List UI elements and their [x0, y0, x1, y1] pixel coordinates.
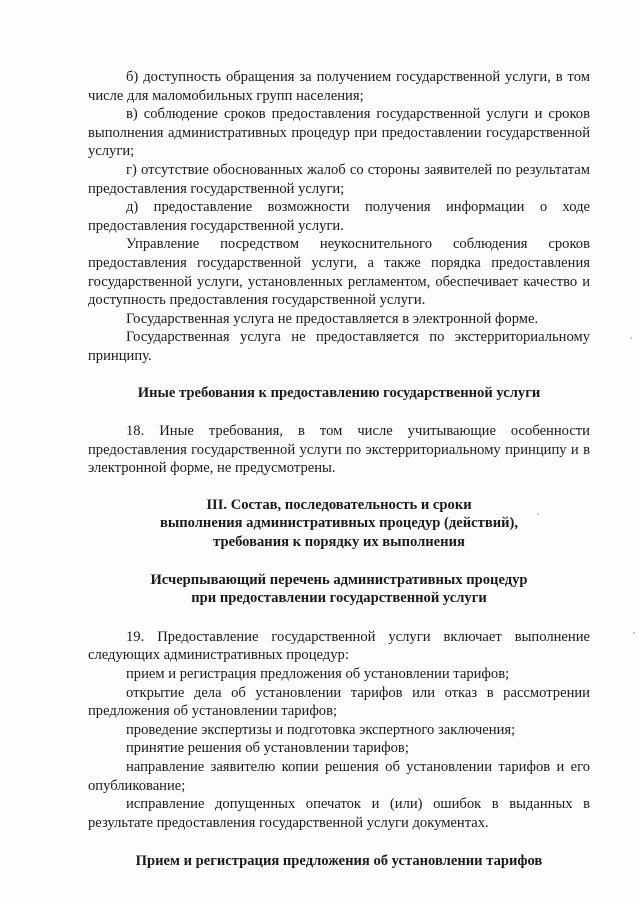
- paragraph-b: б) доступность обращения за получением государственной услуги, в том числе для маломобильных групп населения;: [88, 69, 590, 104]
- heading-section-3: [88, 496, 590, 552]
- paragraph-v: в) соблюдение сроков предоставления государственной услуги и сроков выполнения административных процедур при предоставлении государственной услуги;: [88, 106, 590, 160]
- document-body: [88, 68, 590, 871]
- heading-procedures-list: [88, 571, 590, 608]
- heading-section-3-line-3: требования к порядку их выполнения: [213, 534, 465, 551]
- paragraph-no-extraterritorial: Государственная услуга не предоставляется по экстерриториальному принципу.: [88, 329, 590, 364]
- paragraph-18: 18. Иные требования, в том числе учитывающие особенности предоставления государственной услуги по экстерриториальному принципу и в электронной форме, не предусмотрены.: [88, 423, 590, 477]
- paragraph-no-electronic: Государственная услуга не предоставляется в электронной форме.: [126, 310, 539, 327]
- procedure-item: направление заявителю копии решения об установлении тарифов и его опубликование;: [88, 759, 590, 794]
- heading-section-3-line-1: III. Состав, последовательность и сроки: [206, 496, 472, 513]
- paragraph-management: Управление посредством неукоснительного соблюдения сроков предоставления государственной услуги, а также порядка предоставления государственной услуги, установленных регламентом, обеспечивает качество и доступность предоставления государственной услуги.: [88, 236, 590, 309]
- heading-procedures-list-line-2: при предоставлении государственной услуги: [191, 590, 487, 607]
- paragraph-g: г) отсутствие обоснованных жалоб со стороны заявителей по результатам предоставления государственной услуги;: [88, 161, 590, 197]
- paragraph-19: 19. Предоставление государственной услуги включает выполнение следующих административных процедур:: [88, 628, 590, 664]
- heading-procedures-list-line-1: Исчерпывающий перечень административных процедур: [150, 571, 528, 588]
- paragraph-d: д) предоставление возможности получения информации о ходе предоставления государственной услуги.: [88, 199, 590, 234]
- heading-reception-registration: Прием и регистрация предложения об установлении тарифов: [135, 853, 543, 870]
- heading-section-3-line-2: выполнения административных процедур (действий),: [159, 515, 519, 532]
- heading-other-requirements: Иные требования к предоставлению государственной услуги: [137, 384, 541, 401]
- procedure-item: прием и регистрация предложения об установлении тарифов;: [126, 666, 510, 683]
- procedure-item: проведение экспертизы и подготовка экспертного заключения;: [126, 721, 516, 738]
- scan-speck: [630, 337, 632, 339]
- procedure-item: принятие решения об установлении тарифов;: [126, 740, 409, 757]
- procedure-item: открытие дела об установлении тарифов или отказ в рассмотрении предложения об установлении тарифов;: [88, 684, 590, 720]
- procedure-item: исправление допущенных опечаток и (или) ошибок в выданных в результате предоставления государственной услуги документах.: [88, 796, 590, 831]
- scan-speck: [633, 632, 635, 634]
